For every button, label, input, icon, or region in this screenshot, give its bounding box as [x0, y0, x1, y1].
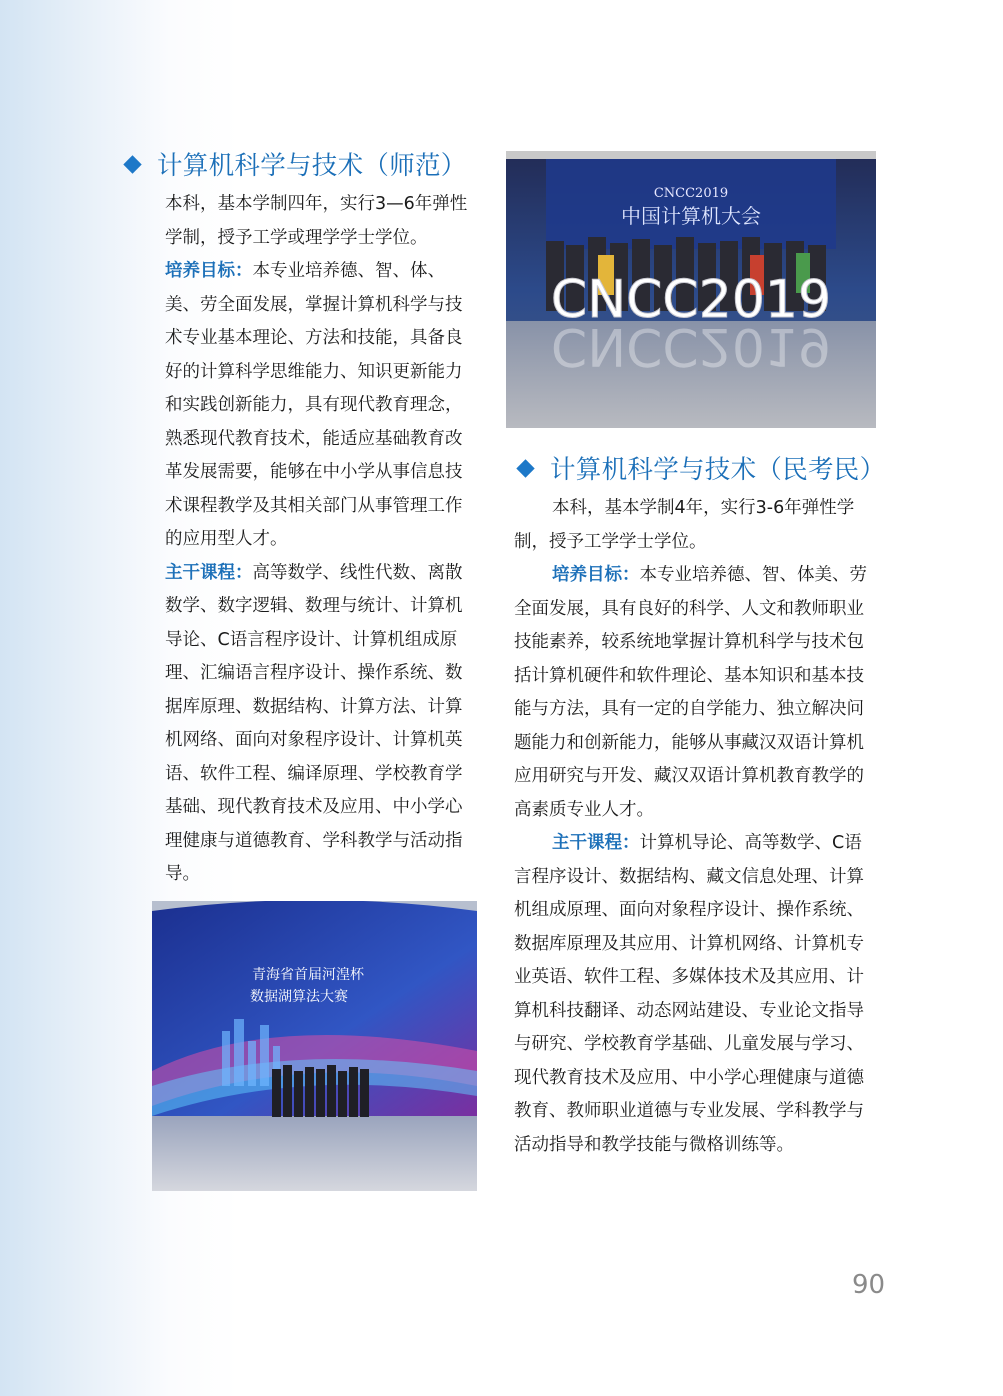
courses-text: 计算机导论、高等数学、C语言程序设计、数据结构、藏文信息处理、计算机组成原理、面向对象程序设计、操作系统、数据库原理及其应用、计算机网络、计算机专业英语、软件工程、多媒体技术及其应用、计算机科技翻译、动态网站建设、专业论文指导与研究、学校教育学基础、儿童发展与学习、现代教育技术及应用、中小学心理健康与道德教育、教师职业道德与专业发展、学科教学与活动指导和教学技能与微格训练等。 — [514, 833, 864, 1155]
cncc-sign-reflection: CNCC2019 — [550, 316, 832, 376]
courses-label: 主干课程： — [165, 562, 253, 583]
diamond-bullet-icon — [123, 155, 141, 173]
diamond-bullet-icon — [516, 459, 534, 477]
objective-text: 本专业培养德、智、体美、劳全面发展，具有良好的科学、人文和教师职业技能素养，较系统地掌握计算机科学与技术包括计算机硬件和软件理论、基本知识和基本技能与方法，具有一定的自学能力、独立解决问题能力和创新能力，能够从事藏汉双语计算机应用研究与开发、藏汉双语计算机教育教学的高素质专业人才。 — [514, 565, 867, 820]
section-heading — [514, 448, 886, 488]
cncc-banner-text: CNCC2019 — [653, 186, 729, 201]
objective-label: 培养目标： — [165, 261, 253, 281]
page-number: 90 — [852, 1270, 886, 1300]
contest-banner-line1: 青海省首届河湟杯 — [252, 967, 364, 983]
intro-paragraph: 本科，基本学制四年，实行3—6年弹性学制，授予工学或理学学士学位。 — [165, 194, 468, 248]
cncc2019-group-photo — [506, 151, 876, 428]
section-teacher-program — [121, 144, 471, 892]
courses-label: 主干课程： — [552, 833, 640, 853]
intro-paragraph: 本科，基本学制4年，实行3-6年弹性学制，授予工学学士学位。 — [514, 498, 855, 552]
objective-paragraph — [121, 255, 471, 557]
objective-paragraph — [514, 559, 874, 827]
section-minority-program — [514, 448, 886, 1162]
contest-group-photo — [152, 901, 477, 1191]
cncc-banner-title: 中国计算机大会 — [621, 204, 761, 228]
cncc-photo-art — [506, 151, 876, 428]
courses-paragraph — [121, 557, 471, 892]
courses-text: 高等数学、线性代数、离散数学、数字逻辑、数理与统计、计算机导论、C语言程序设计、计算机组成原理、汇编语言程序设计、操作系统、数据库原理、数据结构、计算方法、计算机网络、面向对象程序设计、计算机英语、软件工程、编译原理、学校教育学基础、现代教育技术及应用、中小学心理健康与道德教育、学科教学与活动指导。 — [165, 562, 463, 884]
objective-text: 本专业培养德、智、体、美、劳全面发展，掌握计算机科学与技术专业基本理论、方法和技能，具备良好的计算科学思维能力、知识更新能力和实践创新能力，具有现代教育理念，熟悉现代教育技术，能适应基础教育改革发展需要，能够在中小学从事信息技术课程教学及其相关部门从事管理工作的应用型人才。 — [165, 261, 463, 549]
contest-people — [272, 1065, 369, 1117]
cncc-sign: CNCC2019 — [550, 270, 832, 330]
courses-paragraph — [514, 827, 874, 1162]
section-title: 计算机科学与技术（民考民） — [550, 455, 886, 485]
section-title: 计算机科学与技术（师范） — [157, 151, 467, 181]
contest-banner-line2: 数据湖算法大赛 — [250, 989, 348, 1005]
contest-photo-art — [152, 901, 477, 1191]
objective-label: 培养目标： — [552, 565, 640, 585]
section-heading — [121, 144, 471, 184]
